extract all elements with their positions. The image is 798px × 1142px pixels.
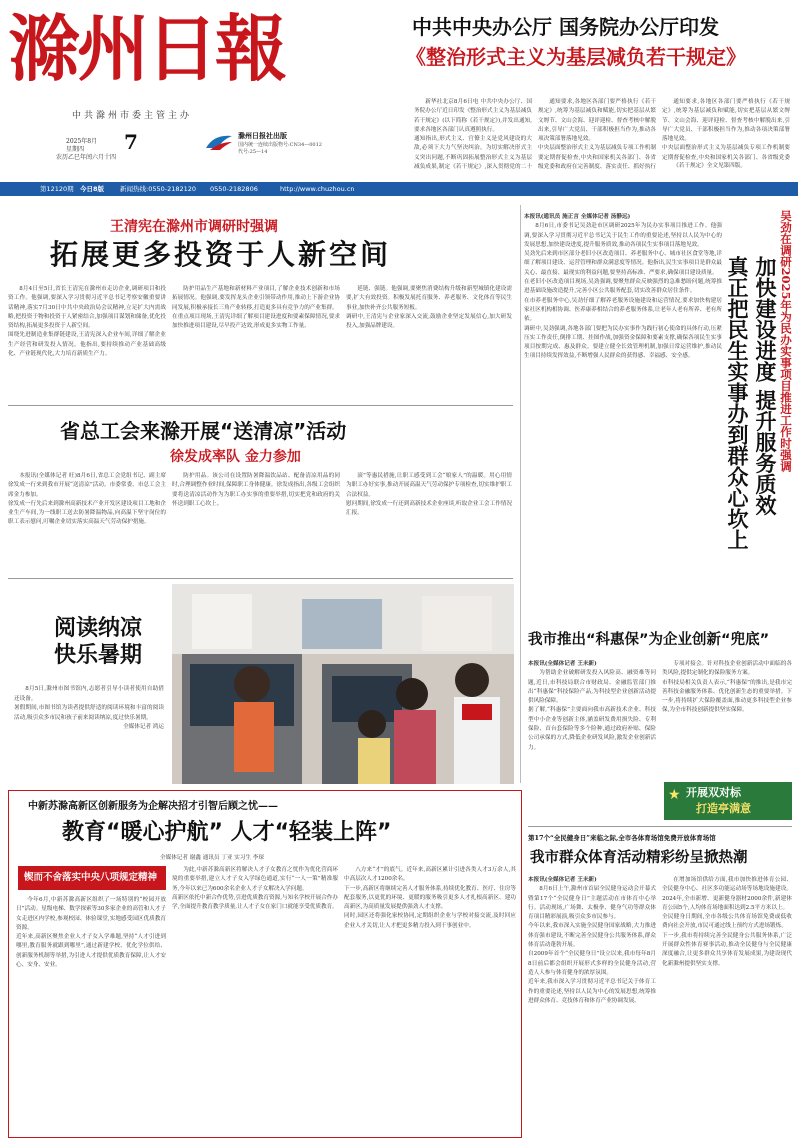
story-edu-col1 [16, 896, 166, 1134]
story-wang-title2: 拓展更多投资于人新空间 [50, 238, 392, 271]
story-edu-kicker: 中新苏滁高新区创新服务为企解决招才引智后顾之忧—— [28, 801, 278, 812]
story-wang-col1 [8, 285, 166, 397]
story-edu-title: 教育“暖心护航” 人才“轻装上阵” [62, 820, 392, 845]
story-kehui-title: 我市推出“科惠保”为企业创新“兜底” [528, 632, 770, 648]
story-edu-col3 [344, 866, 516, 1134]
story-edu-text2: 为此,中新苏滁高新区将解决人才子女教育之忧作为优化营商环境的重要举措,建立人才子女入学绿色通道,实行“一人一策”精准服务,今年以来已为600余名企业人才子女解决入学问题。 高新区依托中新合作优势,引进优质教育资源,与知名学校开展合作办学,全面提升教育教学质量,让人才子女在家门口就能享受优质教育。 [172, 867, 338, 911]
story-wang-col3 [346, 285, 512, 397]
story-sport-text2: 在增加场馆供给方面,我市加快推进体育公园、全民健身中心、社区多功能运动场等场地设施建设。2024年,全市新增、更新健身器材2000余件,新建体育公园5个,人均体育场地面积达到2.5平方米以上。 全民健身日期间,全市各级公共体育场馆免费或低收费向社会开放,市民可通过线上预约方式进场锻炼。 下一步,我市将持续完善全民健身公共服务体系,广泛开展群众性体育赛事活动,推动全民健身与全民健康深度融合,让更多群众共享体育发展成果,为建设现代化新滁州提供坚实支撑。 [662, 877, 792, 967]
story-kehui-col2 [662, 660, 792, 782]
date-day: 7 [124, 130, 138, 154]
story-wang-title1: 王清宪在滁州市调研时强调 [110, 219, 278, 235]
story-union-text3: 滚”等惠民措施,让职工感受到工会“娘家人”的温暖。用心用情为职工办好实事,推动开展高温天气劳动保护专项检查,切实维护职工合法权益。 慰问期间,徐发成一行还到高新技术企业座谈,听取企业工会工作情况汇报。 [346, 473, 512, 517]
story-edu-byline: 全媒体记者 谢鑫 通讯员 丁亚 实习生 李琛 [160, 855, 264, 861]
story-union-col3 [346, 472, 512, 572]
top-story-title1: 中共中央办公厅 国务院办公厅印发 [412, 15, 719, 39]
story-sport-title: 我市群众体育活动精彩纷呈掀热潮 [530, 850, 748, 866]
date-weekday: 星期四 [66, 146, 85, 153]
info-pages: 今日8版 [80, 185, 105, 193]
info-issue: 第12120期 [40, 185, 74, 193]
photo-caption-box [14, 685, 164, 763]
badge-line2: 打造亭满意 [696, 802, 751, 815]
top-story-col3-note: 《若干规定》全文见第四版。 [673, 163, 746, 169]
column-header-label: 锲而不舍落实中央八项规定精神 [24, 872, 158, 883]
divider [8, 405, 513, 406]
kehui-badge [664, 782, 792, 820]
story-wang-text1: 8月4日至5日,省长王清宪在滁州市走访企业,调研项目和投资工作。他强调,要深入学习贯彻习近平总书记考察安徽重要讲话精神,落实7月30日中共中央政治局会议精神,立足扩大内需战略,把投资于物和投资于人紧密结合,加强项目谋划和储备,优化投资结构,拓展更多投资于人新空间。 围绕先进制造业集群链建设,王清宪深入企业车间,详细了解企业生产经营和研发投入情况。他指出,要持续推动产业基础高级化、产业链现代化,大力培育新质生产力。 [8, 286, 166, 358]
story-sport-col1 [528, 876, 656, 1136]
info-dist-hotline: 0550-2182806 [210, 185, 258, 193]
story-union-text2: 防护用品。该公司在设置防暑降温饮品站、配备清凉用品的同时,合理调整作业时间,保障职工身体健康。徐发成指出,各级工会组织要将送清凉活动作为为职工办实事的重要举措,切实把党和政府的关怀送到职工心坎上。 [172, 473, 340, 507]
story-wu-byline: 本报讯(通讯员 施正言 全媒体记者 汤静远) [524, 214, 631, 220]
column-divider [520, 205, 521, 783]
photo-title: 阅读纳凉 快乐暑期 [54, 615, 143, 668]
badge-star-icon: ★ [668, 787, 681, 803]
story-kehui-col1 [528, 660, 656, 840]
top-story-col3-text: 通知要求,各地区各部门要严格执行《若干规定》,统筹为基层减负和赋能,切实把基层从繁文缛节、文山会海、迎评迎检、督查考核中解脱出来,引导广大党员、干部积极担当作为,推动各项决策部署落地见效。 中央层面整治形式主义为基层减负专项工作机制要定期督促检查,中央和国家机关各部门、各省级党委 [662, 99, 790, 161]
story-union-col1 [8, 472, 166, 572]
info-news-hotline: 新闻热线:0550-2182120 [120, 185, 197, 193]
story-wu-vtitle3: 真正把民生实事办到群众心坎上 [725, 256, 749, 550]
story-wang-col2 [172, 285, 340, 397]
date-lunar: 农历乙巳年闰六月十四 [56, 154, 117, 161]
story-sport-text1: 8月6日上午,滁州市首届全民健身运动会开幕式暨第17个“全民健身日”主题活动在市体育中心举行。活动现场,广场舞、太极拳、健身气功等群众体育项目精彩展演,吸引众多市民参与。 今年以来,我市深入实施全民健身国家战略,大力推进体育强市建设,不断完善全民健身公共服务体系,群众体育活动蓬勃开展。 自2009年首个“全民健身日”设立以来,我市每年8月8日前后都会组织开展形式多样的全民健身活动,营造人人参与体育健身的浓厚氛围。 近年来,我市深入学习贯彻习近平总书记关于体育工作的重要论述,坚持以人民为中心的发展思想,统筹推进群众体育、竞技体育和体育产业协调发展。 [528, 886, 656, 1004]
story-sport-byline: 本报讯(全媒体记者 王未新) [528, 877, 597, 883]
story-union-title1: 省总工会来滁开展“送清凉”活动 [60, 419, 347, 443]
top-story-col3 [662, 98, 790, 172]
info-website-link[interactable]: http://www.chuzhou.cn [280, 185, 355, 193]
story-kehui-byline: 本报讯(全媒体记者 王未新) [528, 661, 597, 667]
story-kehui-text2: 专项对接会。针对科技企业创新活动中面临的各类风险,提供定制化的保险服务方案。 市科技局相关负责人表示,“科惠保”的推出,是我市完善科技金融服务体系、优化创新生态的重要举措。下一步,将持续扩大保险覆盖面,推动更多科技型企业参保,为全市科技创新提供坚实保障。 [662, 661, 792, 714]
top-story-col2 [538, 98, 656, 172]
story-wu-vtitle1: 吴劲在调研2025年为民办实事项目推进工作时强调 [779, 210, 793, 473]
story-edu-text1: 今年6月,中新苏滁高新区组织了一场特别的“校园开放日”活动。星级电梯、数学探索等30多家企业的高管和人才子女走进区内学校,参观校园、体验课堂,实地感受园区优质教育资源。 近年来,高新区聚焦企业人才子女入学难题,坚持“人才引进到哪里,教育服务就跟到哪里”,通过新建学校、优化学位供给、创新服务机制等举措,为引进人才提供优质教育保障,让人才安心、安身、安业。 [16, 897, 166, 969]
top-story-col1-text: 新华社北京8月6日电 中共中央办公厅、国务院办公厅近日印发《整治形式主义为基层减负若干规定》(以下简称《若干规定》),并发出通知,要求各地区各部门认真遵照执行。 通知指出,形式主义、官僚主义是党风建设的大敌,必须下大力气坚决纠治。为切实解决形式主义突出问题,不断巩固拓展整治形式主义为基层减负成果,制定《若干规定》,深入贯彻党的二十 [414, 99, 532, 171]
badge-line1: 开展双对标 [686, 786, 741, 799]
top-story-col2-text: 通知要求,各地区各部门要严格执行《若干规定》,统筹为基层减负和赋能,切实把基层从繁文缛节、文山会海、迎评迎检、督查考核中解脱出来,引导广大党员、干部积极担当作为,推动各项决策部署落地见效。 中央层面整治形式主义为基层减负专项工作机制要定期督促检查,中央和国家机关各部门、各省级党委和政府在完善制度、落实责任、抓好执行 [538, 99, 656, 171]
story-sport-col2 [662, 876, 792, 1136]
top-story-col1 [414, 98, 532, 172]
photo-caption: 8月5日,滁州市图书馆内,志愿者引导小读者使用自助借还设备。 暑假期间,市图书馆为读者提供舒适的阅读环境和丰富的阅读活动,吸引众多市民和孩子前来阅读纳凉,度过快乐暑期。 [14, 686, 164, 721]
publisher-cn: 国内统一连续出版物号:CN34—0012 [238, 142, 322, 148]
divider [8, 578, 513, 579]
masthead-subtitle: 中共滁州市委主管主办 [72, 111, 193, 121]
masthead-title: 滁州日報 [8, 6, 285, 91]
column-header-badge [18, 866, 166, 890]
story-wu-vtitle2: 加快建设进度 提升服务质效 [753, 256, 777, 516]
story-wang-text2: 防护用品生产基地和新材料产业项目,了解企业技术创新和市场拓展情况。他强调,要发挥龙头企业引领带动作用,推动上下游企业协同发展,积极承接长三角产业转移,打造更多具有竞争力的产业集群。 在重点项目现场,王清宪详细了解项目建设进度和要素保障情况,要求加快推进项目建设,尽早投产达效,形成更多实物工作量。 [172, 286, 340, 330]
publisher-name: 滁州日报社出版 [238, 131, 287, 140]
story-union-text1: 本报讯(全媒体记者 旺)8月6日,省总工会党组书记、副主席徐发成一行来到我市开展“送清凉”活动。市委常委、市总工会主席金力参加。 徐发成一行先后来到滁州高新技术产业开发区建设项目工地和企业生产车间,为一线职工送去防暑降温物品,向高温下坚守岗位的职工表示慰问,叮嘱企业切实落实高温天气劳动保护措施。 [8, 473, 166, 526]
publisher-code: 代号:25—14 [238, 149, 268, 155]
story-wang-text3: 延链、强链。他强调,要聚焦消费结构升级和新型城镇化建设需要,扩大有效投资。积极发展托育服务、养老服务、文化体育等民生事业,加快补齐公共服务短板。 调研中,王清宪与企业家深入交流,鼓励企业坚定发展信心,加大研发投入,加强品牌建设。 [346, 286, 512, 330]
info-bar [0, 182, 798, 196]
date-year-month: 2025年8月 [66, 138, 98, 145]
story-sport-kicker: 第17个“全民健身日”来临之际,全市各体育场馆免费开放体育场馆 [528, 834, 716, 842]
library-photo [172, 584, 514, 784]
top-story-title2: 《整治形式主义为基层减负若干规定》 [406, 45, 746, 69]
story-kehui-text1: 为帮助企业破解研发投入风险高、融资难等问题,近日,市科技局联合市财政局、金融监管部门推出“科惠保”科技保险产品,为科技型企业创新活动提供风险保障。 据了解,“科惠保”主要面向我市高新技术企业、科技型中小企业等创新主体,涵盖研发费用损失险、专利保险、首台套保险等多个险种,通过政府补贴、保险公司承保的方式,降低企业研发风险,激发企业创新活力。 [528, 670, 656, 751]
date-block [46, 130, 216, 166]
publisher-logo-icon [204, 130, 234, 152]
story-wu-text: 8月6日,市委书记吴劲赴市区调研2025年为民办实事项目推进工作。他强调,要深入学习贯彻习近平总书记关于民生工作的重要论述,坚持以人民为中心的发展思想,加快建设进度,提升服务质效,推动各项民生实事项目落地见效。 吴劲先后来到市区部分老旧小区改造项目、养老服务中心、城市社区食堂等地,详细了解项目建设、运营管理和群众满意度等情况。他指出,民生实事项目是群众最关心、最直接、最现实的利益问题,要坚持高标准、严要求,确保项目建设质量。 在老旧小区改造项目现场,吴劲强调,要聚焦群众反映强烈的急难愁盼问题,统筹推进基础设施改造提升,完善小区公共服务配套,切实改善群众居住条件。 在市养老服务中心,吴劲仔细了解养老服务设施建设和运营情况,要求加快构建居家社区机构相协调、医养康养相结合的养老服务体系,让老年人老有所养、老有所依。 调研中,吴劲强调,各地各部门要把为民办实事作为践行初心使命的具体行动,压紧压实工作责任,倒排工期、挂图作战,加强资金保障和要素支撑,确保各项民生实事项目按期完成、惠及群众。要建立健全长效管理机制,加强日常运营维护,推动民生项目持续发挥效益,不断增强人民群众的获得感、幸福感、安全感。 [524, 223, 722, 360]
story-union-col2 [172, 472, 340, 572]
story-union-title2: 徐发成率队 金力参加 [170, 449, 301, 465]
divider [528, 826, 792, 827]
story-edu-text3: 八方来“才”的底气。近年来,高新区累计引进各类人才3万余人,其中高层次人才1200余名。 下一步,高新区将继续完善人才服务体系,持续优化教育、医疗、住房等配套服务,以更优的环境、更暖的服务吸引更多人才扎根高新区、建功高新区,为高质量发展提供强劲人才支撑。 同时,园区还将强化家校协同,定期组织企业与学校对接交流,及时回应企业人才关切,让人才把更多精力投入到干事创业中。 [344, 867, 516, 929]
story-edu-col2 [172, 866, 338, 1134]
photo-credit: 全媒体记者 鸿运 [123, 724, 164, 730]
